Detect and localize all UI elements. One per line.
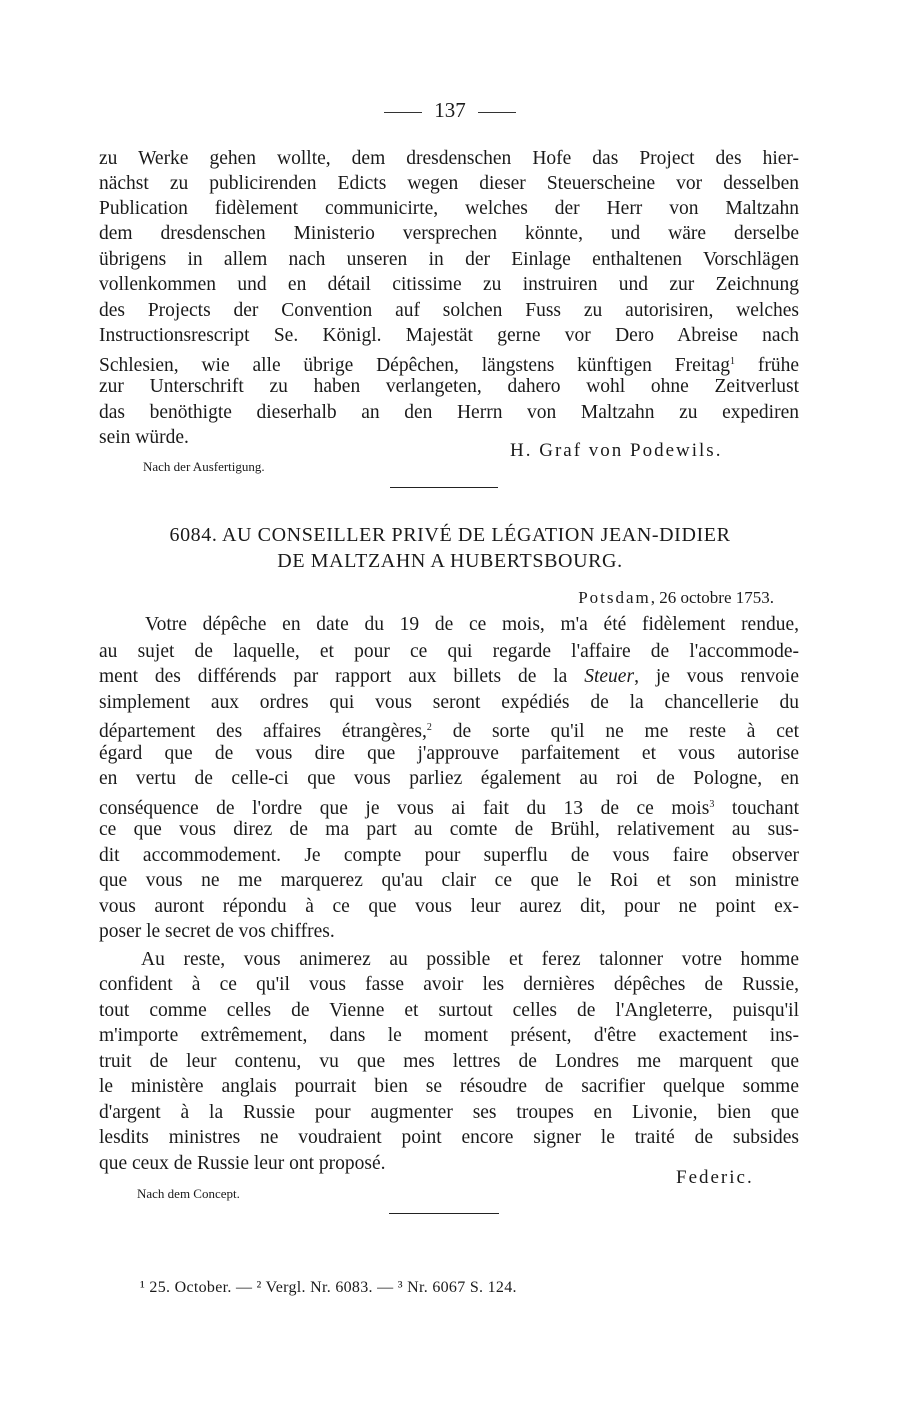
text-line: confident à ce qu'il vous fasse avoir les dernières dépêches de Russie, bbox=[99, 974, 799, 995]
italic-word: Steuer bbox=[584, 666, 635, 687]
page-header bbox=[0, 98, 900, 123]
text-line: égard que de vous dire que j'approuve parfaitement et vous autorise bbox=[99, 743, 799, 764]
footnote-ref: 2 bbox=[426, 722, 432, 733]
text-line: que ceux de Russie leur ont proposé. bbox=[99, 1153, 386, 1174]
text-line: simplement aux ordres qui vous seront expédiés de la chancellerie du bbox=[99, 692, 799, 713]
header-dash-right bbox=[478, 112, 516, 113]
footnote-ref: 3 bbox=[709, 799, 715, 810]
section-divider bbox=[389, 1213, 499, 1214]
text-segment: département des affaires étrangères, bbox=[99, 721, 427, 742]
letter-heading-line-1: 6084. AU CONSEILLER PRIVÉ DE LÉGATION JEAN-DIDIER bbox=[169, 524, 731, 546]
text-line: m'importe extrêmement, dans le moment présent, d'être exactement ins- bbox=[99, 1025, 799, 1046]
date-place: Potsdam bbox=[578, 588, 651, 607]
text-line bbox=[99, 664, 799, 689]
text-segment: frühe bbox=[735, 355, 799, 376]
text-line: zur Unterschrift zu haben verlangeten, dahero wohl ohne Zeitverlust bbox=[99, 376, 799, 397]
signature-federic: Federic. bbox=[676, 1167, 754, 1188]
header-dash-left bbox=[384, 112, 422, 113]
text-segment: touchant bbox=[714, 798, 799, 819]
text-line: au sujet de laquelle, et pour ce qui regarde l'affaire de l'accommode- bbox=[99, 641, 799, 662]
text-line: Votre dépêche en date du 19 de ce mois, m'a été fidèlement rendue, bbox=[145, 614, 799, 635]
text-line: vollenkommen und en détail citissime zu instruiren und zur Zeichnung bbox=[99, 274, 799, 295]
footnotes: ¹ 25. October. — ² Vergl. Nr. 6083. — ³ Nr. 6067 S. 124. bbox=[140, 1279, 517, 1296]
text-line: sein würde. bbox=[99, 427, 189, 448]
footnote-ref: 1 bbox=[730, 356, 735, 367]
text-line: tout comme celles de Vienne et surtout celles de l'Angleterre, puisqu'il bbox=[99, 1000, 799, 1021]
text-line: le ministère anglais pourrait bien se résoudre de sacrifier quelque somme bbox=[99, 1076, 799, 1097]
text-line: des Projects der Convention auf solchen Fuss zu autorisiren, welches bbox=[99, 300, 799, 321]
text-segment: conséquence de l'ordre que je vous ai fait du 13 de ce mois bbox=[99, 798, 710, 819]
source-note: Nach dem Concept. bbox=[137, 1186, 240, 1201]
text-line: zu Werke gehen wollte, dem dresdenschen Hofe das Project des hier- bbox=[99, 148, 799, 169]
text-line: en vertu de celle-ci que vous parliez également au roi de Pologne, en bbox=[99, 768, 799, 789]
text-line: ce que vous direz de ma part au comte de Brühl, relativement au sus- bbox=[99, 819, 799, 840]
text-segment: , je vous renvoie bbox=[634, 666, 800, 687]
text-line: Publication fidèlement communicirte, welches der Herr von Maltzahn bbox=[99, 198, 799, 219]
text-line: poser le secret de vos chiffres. bbox=[99, 921, 335, 942]
section-divider bbox=[390, 487, 498, 488]
text-line: vous auront répondu à ce que vous leur aurez dit, pour ne point ex- bbox=[99, 896, 799, 917]
dateline bbox=[578, 588, 774, 608]
text-line: que vous ne me marquerez qu'au clair ce que le Roi et son ministre bbox=[99, 870, 799, 891]
text-line: dit accommodement. Je compte pour superflu de vous faire observer bbox=[99, 845, 799, 866]
text-line: das benöthigte dieserhalb an den Herrn von Maltzahn zu expediren bbox=[99, 402, 799, 423]
text-line: übrigens in allem nach unseren in der Einlage enthaltenen Vorschlägen bbox=[99, 249, 799, 270]
text-line: truit de leur contenu, vu que mes lettres de Londres me marquent que bbox=[99, 1051, 799, 1072]
text-segment: ment des différends par rapport aux billets de la bbox=[99, 666, 585, 687]
text-line: lesdits ministres ne voudraient point encore signer le traité de subsides bbox=[99, 1127, 799, 1148]
letter-heading-line-2: DE MALTZAHN A HUBERTSBOURG. bbox=[277, 550, 623, 572]
text-segment: Schlesien, wie alle übrige Dépêchen, längstens künftigen Freitag bbox=[99, 355, 730, 376]
text-line: Instructionsrescript Se. Königl. Majestät gerne vor Dero Abreise nach bbox=[99, 325, 799, 346]
text-segment: de sorte qu'il ne me reste à cet bbox=[431, 721, 799, 742]
text-line bbox=[99, 715, 799, 744]
page-number: 137 bbox=[434, 98, 466, 122]
signature-podewils: H. Graf von Podewils. bbox=[510, 440, 723, 461]
text-line: Au reste, vous animerez au possible et ferez talonner votre homme bbox=[141, 949, 799, 970]
text-line: nächst zu publicirenden Edicts wegen dieser Steuerscheine vor desselben bbox=[99, 173, 799, 194]
source-note: Nach der Ausfertigung. bbox=[143, 459, 265, 474]
text-line: d'argent à la Russie pour augmenter ses troupes en Livonie, bien que bbox=[99, 1102, 799, 1123]
date-rest: , 26 octobre 1753. bbox=[650, 588, 774, 607]
text-line: dem dresdenschen Ministerio versprechen könnte, und wäre derselbe bbox=[99, 223, 799, 244]
